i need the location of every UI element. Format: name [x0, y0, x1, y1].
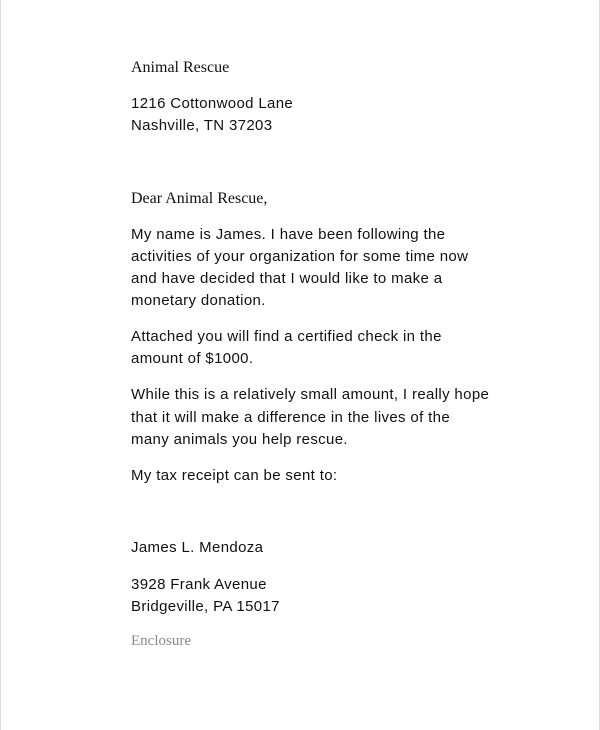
sender-city-state-zip: Bridgeville, PA 15017 [131, 598, 280, 615]
recipient-name: Animal Rescue [131, 59, 230, 76]
body-p1-line3: and have decided that I would like to make a [131, 270, 443, 287]
salutation: Dear Animal Rescue, [131, 190, 268, 207]
recipient-city-state-zip: Nashville, TN 37203 [131, 117, 273, 134]
body-p2-line1: Attached you will find a certified check in the [131, 328, 442, 345]
body-p2-line2: amount of $1000. [131, 350, 254, 367]
enclosure-note: Enclosure [131, 633, 191, 649]
body-p1-line4: monetary donation. [131, 292, 266, 309]
body-p3-line2: that it will make a difference in the lives of the [131, 409, 451, 426]
sender-name: James L. Mendoza [131, 539, 264, 556]
body-p3-line3: many animals you help rescue. [131, 431, 348, 448]
sender-street: 3928 Frank Avenue [131, 576, 267, 593]
body-p4-line1: My tax receipt can be sent to: [131, 467, 338, 484]
recipient-street: 1216 Cottonwood Lane [131, 95, 294, 112]
body-p3-line1: While this is a relatively small amount, I really hope [131, 386, 490, 403]
body-p1-line2: activities of your organization for some time now [131, 248, 469, 265]
body-p1-line1: My name is James. I have been following the [131, 226, 446, 243]
